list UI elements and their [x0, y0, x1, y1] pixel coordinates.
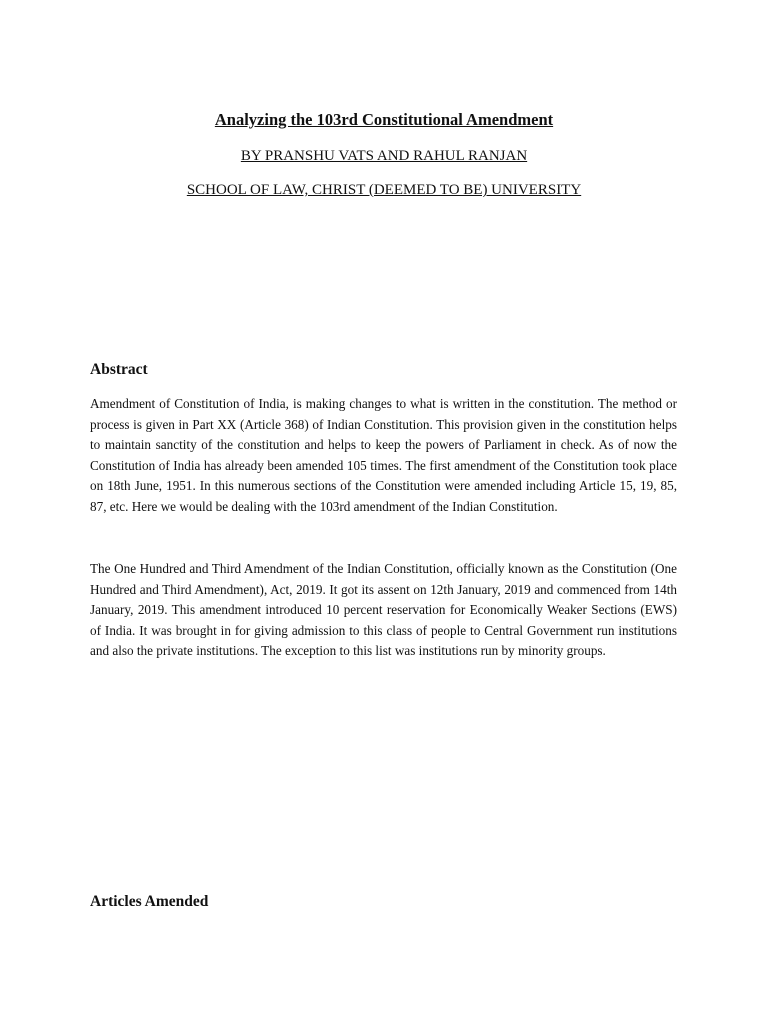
amendment-paragraph: The One Hundred and Third Amendment of the Indian Constitution, officially known as the Constitution (One Hundred and Third Amendment), Act, 2019. It got its assent on 12th January, 2019 and commenced from 14th January, 2019. This amendment introduced 10 percent reservation for Economically Weaker Sections (EWS) of India. It was brought in for giving admission to this class of people to Central Government run institutions and also the private institutions. The exception to this list was institutions run by minority groups.	[90, 561, 677, 658]
document-affiliation: SCHOOL OF LAW, CHRIST (DEEMED TO BE) UNIVERSITY	[186, 182, 582, 198]
document-authors: BY PRANSHU VATS AND RAHUL RANJAN	[240, 148, 528, 164]
abstract-heading: Abstract	[90, 361, 148, 378]
document-title: Analyzing the 103rd Constitutional Amendment	[214, 110, 554, 129]
articles-amended-heading: Articles Amended	[90, 893, 209, 910]
abstract-paragraph: Amendment of Constitution of India, is making changes to what is written in the constitution. The method or process is given in Part XX (Article 368) of Indian Constitution. This provision given in the constitution helps to maintain sanctity of the constitution and helps to keep the powers of Parliament in check. As of now the Constitution of India has already been amended 105 times. The first amendment of the Constitution took place on 18th June, 1951. In this numerous sections of the Constitution were amended including Article 15, 19, 85, 87, etc. Here we would be dealing with the 103rd amendment of the Indian Constitution.	[90, 396, 677, 514]
